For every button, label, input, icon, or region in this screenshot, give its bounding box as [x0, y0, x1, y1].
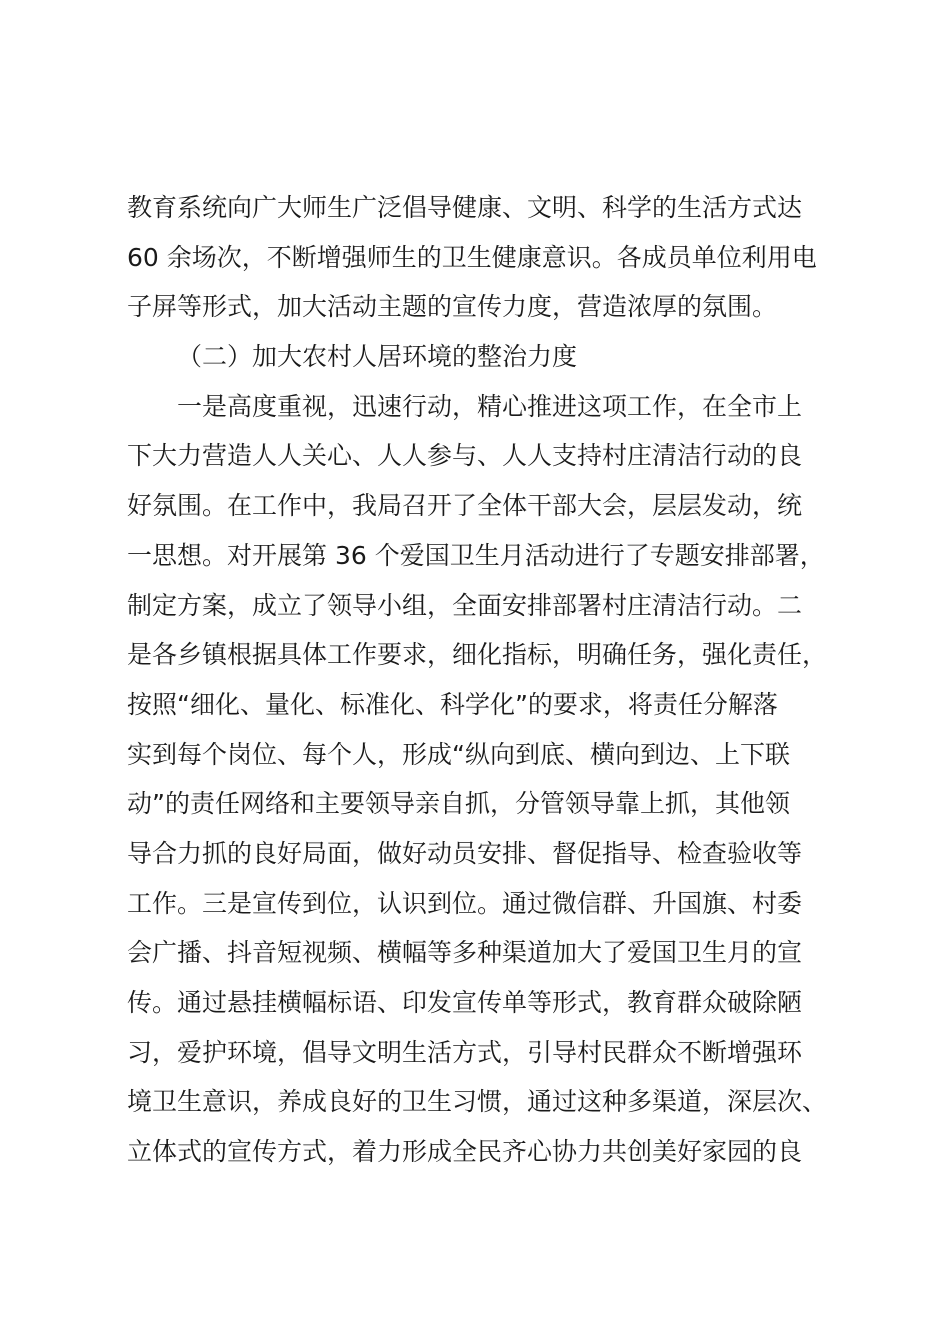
text-line: 按照“细化、量化、标准化、科学化”的要求，将责任分解落: [127, 689, 778, 719]
text-line: 好氛围。在工作中，我局召开了全体干部大会，层层发动，统: [127, 491, 803, 521]
text-line: 教育系统向广大师生广泛倡导健康、文明、科学的生活方式达: [127, 193, 803, 222]
text-line: 立体式的宣传方式，着力形成全民齐心协力共创美好家园的良: [127, 1137, 803, 1167]
text-line: 境卫生意识，养成良好的卫生习惯，通过这种多渠道，深层次、: [127, 1087, 828, 1117]
text-line: 是各乡镇根据具体工作要求，细化指标，明确任务，强化责任，: [127, 640, 828, 670]
text-line: 会广播、抖音短视频、横幅等多种渠道加大了爱国卫生月的宣: [127, 938, 803, 968]
text-line: 实到每个岗位、每个人，形成“纵向到底、横向到边、上下联: [127, 739, 790, 769]
text-line: 下大力营造人人关心、人人参与、人人支持村庄清洁行动的良: [127, 441, 803, 471]
text-line: 工作。三是宣传到位，认识到位。通过微信群、升国旗、村委: [127, 888, 803, 918]
text-line: 60 余场次，不断增强师生的卫生健康意识。各成员单位利用电: [127, 242, 817, 272]
text-line: 制定方案，成立了领导小组，全面安排部署村庄清洁行动。二: [127, 590, 803, 620]
text-line: 动”的责任网络和主要领导亲自抓，分管领导靠上抓，其他领: [127, 789, 790, 819]
text-line: 传。通过悬挂横幅标语、印发宣传单等形式，教育群众破除陋: [127, 988, 803, 1017]
text-line: 导合力抓的良好局面，做好动员安排、督促指导、检查验收等: [127, 838, 803, 868]
paragraph-first-line: 一是高度重视，迅速行动，精心推进这项工作，在全市上: [177, 391, 803, 421]
text-line: 子屏等形式，加大活动主题的宣传力度，营造浓厚的氛围。: [127, 292, 778, 322]
paragraph-first-line: （二）加大农村人居环境的整治力度: [177, 342, 578, 372]
text-line: 习，爱护环境，倡导文明生活方式，引导村民群众不断增强环: [127, 1037, 803, 1067]
text-line: 一思想。对开展第 36 个爱国卫生月活动进行了专题安排部署，: [127, 540, 825, 570]
body-text: [127, 183, 867, 1177]
